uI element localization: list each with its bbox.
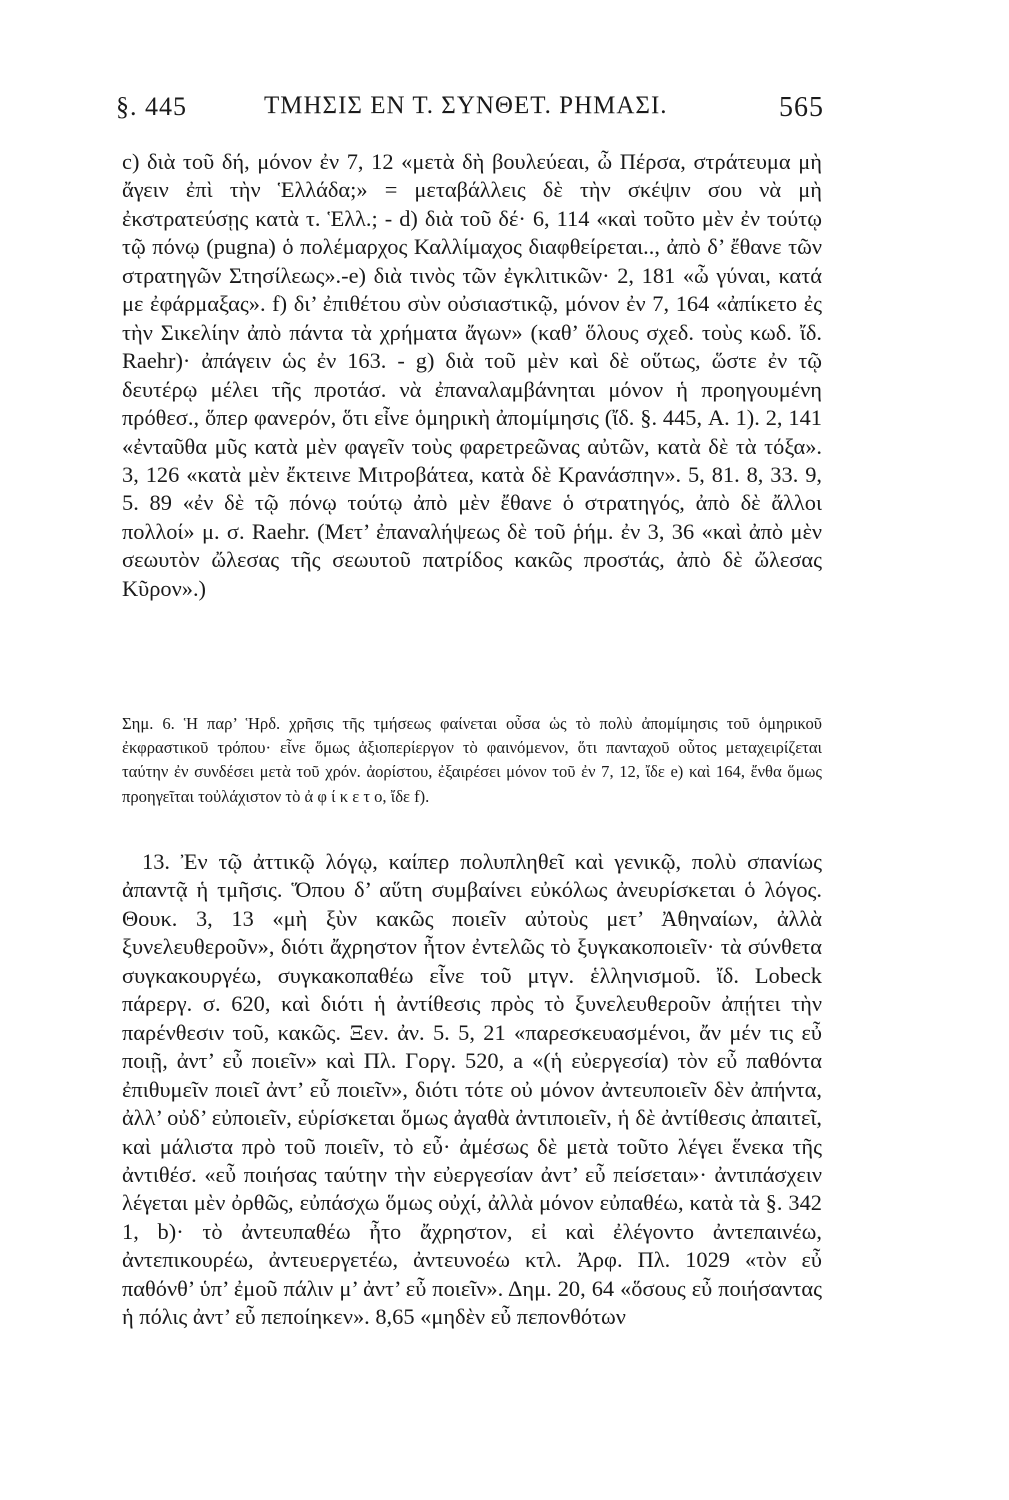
section-number: §. 445 [116, 92, 187, 121]
section-13-block [122, 848, 822, 1332]
running-title: ΤΜΗΣΙΣ ΕΝ Τ. ΣΥΝΘΕΤ. ΡΗΜΑΣΙ. [264, 92, 668, 119]
note-6: Σημ. 6. Ἡ παρ’ Ἡρδ. χρῆσις τῆς τμήσεως φαίνεται οὖσα ὡς τὸ πολὺ ἀπομίμησις τοῦ ὁμηρικοῦ ἐκφραστικοῦ τρόπου· εἶνε ὅμως ἀξιοπερίεργον τὸ φαινόμενον, ὅτι πανταχοῦ οὗτος μεταχειρίζεται ταύτην ἐν συνδέσει μετὰ τοῦ χρόν. ἀορίστου, ἐξαιρέσει μόνον τοῦ ἐν 7, 12, ἴδε e) καὶ 164, ἔνθα ὅμως προηγεῖται τοὐλάχιστον τὸ ἀ φ ί κ ε τ ο, ἴδε f). [122, 714, 822, 806]
page-header [116, 92, 824, 132]
paragraph-c-to-g: c) διὰ τοῦ δή, μόνον ἐν 7, 12 «μετὰ δὴ βουλεύεαι, ὦ Πέρσα, στράτευμα μὴ ἄγειν ἐπὶ τὴν Ἑλλάδα;» = μεταβάλλεις δὲ τὴν σκέψιν σου νὰ μὴ ἐκστρατεύσῃς κατὰ τ. Ἑλλ.; - d) διὰ τοῦ δέ· 6, 114 «καὶ τοῦτο μὲν ἐν τούτῳ τῷ πόνῳ (pugna) ὁ πολέμαρχος Καλλίμαχος διαφθείρεται.., ἀπὸ δ’ ἔθανε τῶν στρατηγῶν Στησίλεως».-e) διὰ τινὸς τῶν ἐγκλιτικῶν· 2, 181 «ὦ γύναι, κατά με ἐφάρμαξας». f) δι’ ἐπιθέτου σὺν οὐσιαστικῷ, μόνον ἐν 7, 164 «ἀπίκετο ἐς τὴν Σικελίην ἀπὸ πάντα τὰ χρήματα ἄγων» (καθ’ ὅλους σχεδ. τοὺς κωδ. ἴδ. Raehr)· ἀπάγειν ὡς ἐν 163. - g) διὰ τοῦ μὲν καὶ δὲ οὕτως, ὥστε ἐν τῷ δευτέρῳ μέλει τῆς προτάσ. νὰ ἐπαναλαμβάνηται μόνον ἡ προηγουμένη πρόθεσ., ὅπερ φανερόν, ὅτι εἶνε ὁμηρικὴ ἀπομίμησις (ἴδ. §. 445, A. 1). 2, 141 «ἐνταῦθα μῦς κατὰ μὲν φαγεῖν τοὺς φαρετρεῶνας αὐτῶν, κατὰ δὲ τὰ τόξα». 3, 126 «κατὰ μὲν ἔκτεινε Μιτροβάτεα, κατὰ δὲ Κρανάσπην». 5, 81. 8, 33. 9, 5. 89 «ἐν δὲ τῷ πόνῳ τούτῳ ἀπὸ μὲν ἔθανε ὁ στρατηγός, ἀπὸ δὲ ἄλλοι πολλοί» μ. σ. Raehr. (Μετ’ ἐπαναλήψεως δὲ τοῦ ῥήμ. ἐν 3, 36 «καὶ ἀπὸ μὲν σεωυτὸν ὤλεσας τῆς σεωυτοῦ πατρίδος κακῶς προστάς, ἀπὸ δὲ ὤλεσας Κῦρον».) [122, 149, 822, 601]
footnote-block [122, 712, 822, 809]
page-number: 565 [779, 92, 824, 123]
main-paragraph [122, 148, 822, 603]
section-13-paragraph: 13. Ἐν τῷ ἀττικῷ λόγῳ, καίπερ πολυπληθεῖ καὶ γενικῷ, πολὺ σπανίως ἀπαντᾷ ἡ τμῆσις. Ὅπου δ’ αὕτη συμβαίνει εὐκόλως ἀνευρίσκεται ὁ λόγος. Θουκ. 3, 13 «μὴ ξὺν κακῶς ποιεῖν αὐτοὺς μετ’ Ἀθηναίων, ἀλλὰ ξυνελευθεροῦν», διότι ἄχρηστον ἦτον ἐντελῶς τὸ ξυγκακοποιεῖν· τὰ σύνθετα συγκακουργέω, συγκακοπαθέω εἶνε τοῦ μτγν. ἑλληνισμοῦ. ἴδ. Lobeck πάρεργ. σ. 620, καὶ διότι ἡ ἀντίθεσις πρὸς τὸ ξυνελευθεροῦν ἀπῄτει τὴν παρένθεσιν τοῦ, κακῶς. Ξεν. ἀν. 5. 5, 21 «παρεσκευασμένοι, ἄν μέν τις εὖ ποιῇ, ἀντ’ εὖ ποιεῖν» καὶ Πλ. Γοργ. 520, a «(ἡ εὐεργεσία) τὸν εὖ παθόντα ἐπιθυμεῖν ποιεῖ ἀντ’ εὖ ποιεῖν», διότι τότε οὐ μόνον ἀντευποιεῖν δὲν ἀπήντα, ἀλλ’ οὐδ’ εὐποιεῖν, εὑρίσκεται ὅμως ἀγαθὰ ἀντιποιεῖν, ἡ δὲ ἀντίθεσις ἀπαιτεῖ, καὶ μάλιστα πρὸ τοῦ ποιεῖν, τὸ εὖ· ἀμέσως δὲ μετὰ τοῦτο λέγει ἕνεκα τῆς ἀντιθέσ. «εὖ ποιήσας ταύτην τὴν εὐεργεσίαν ἀντ’ εὖ πείσεται»· ἀντιπάσχειν λέγεται μὲν ὀρθῶς, εὐπάσχω ὅμως οὐχί, ἀλλὰ μόνον εὐπαθέω, κατὰ τὰ §. 342 1, b)· τὸ ἀντευπαθέω ἦτο ἄχρηστον, εἰ καὶ ἐλέγοντο ἀντεπαινέω, ἀντεπικουρέω, ἀντευεργετέω, ἀντευνοέω κτλ. Ἀρφ. Πλ. 1029 «τὸν εὖ παθόνθ’ ὑπ’ ἐμοῦ πάλιν μ’ ἀντ’ εὖ ποιεῖν». Δημ. 20, 64 «ὅσους εὖ ποιήσαντας ἡ πόλις ἀντ’ εὖ πεποίηκεν». 8,65 «μηδὲν εὖ πεπονθότων [122, 849, 822, 1330]
